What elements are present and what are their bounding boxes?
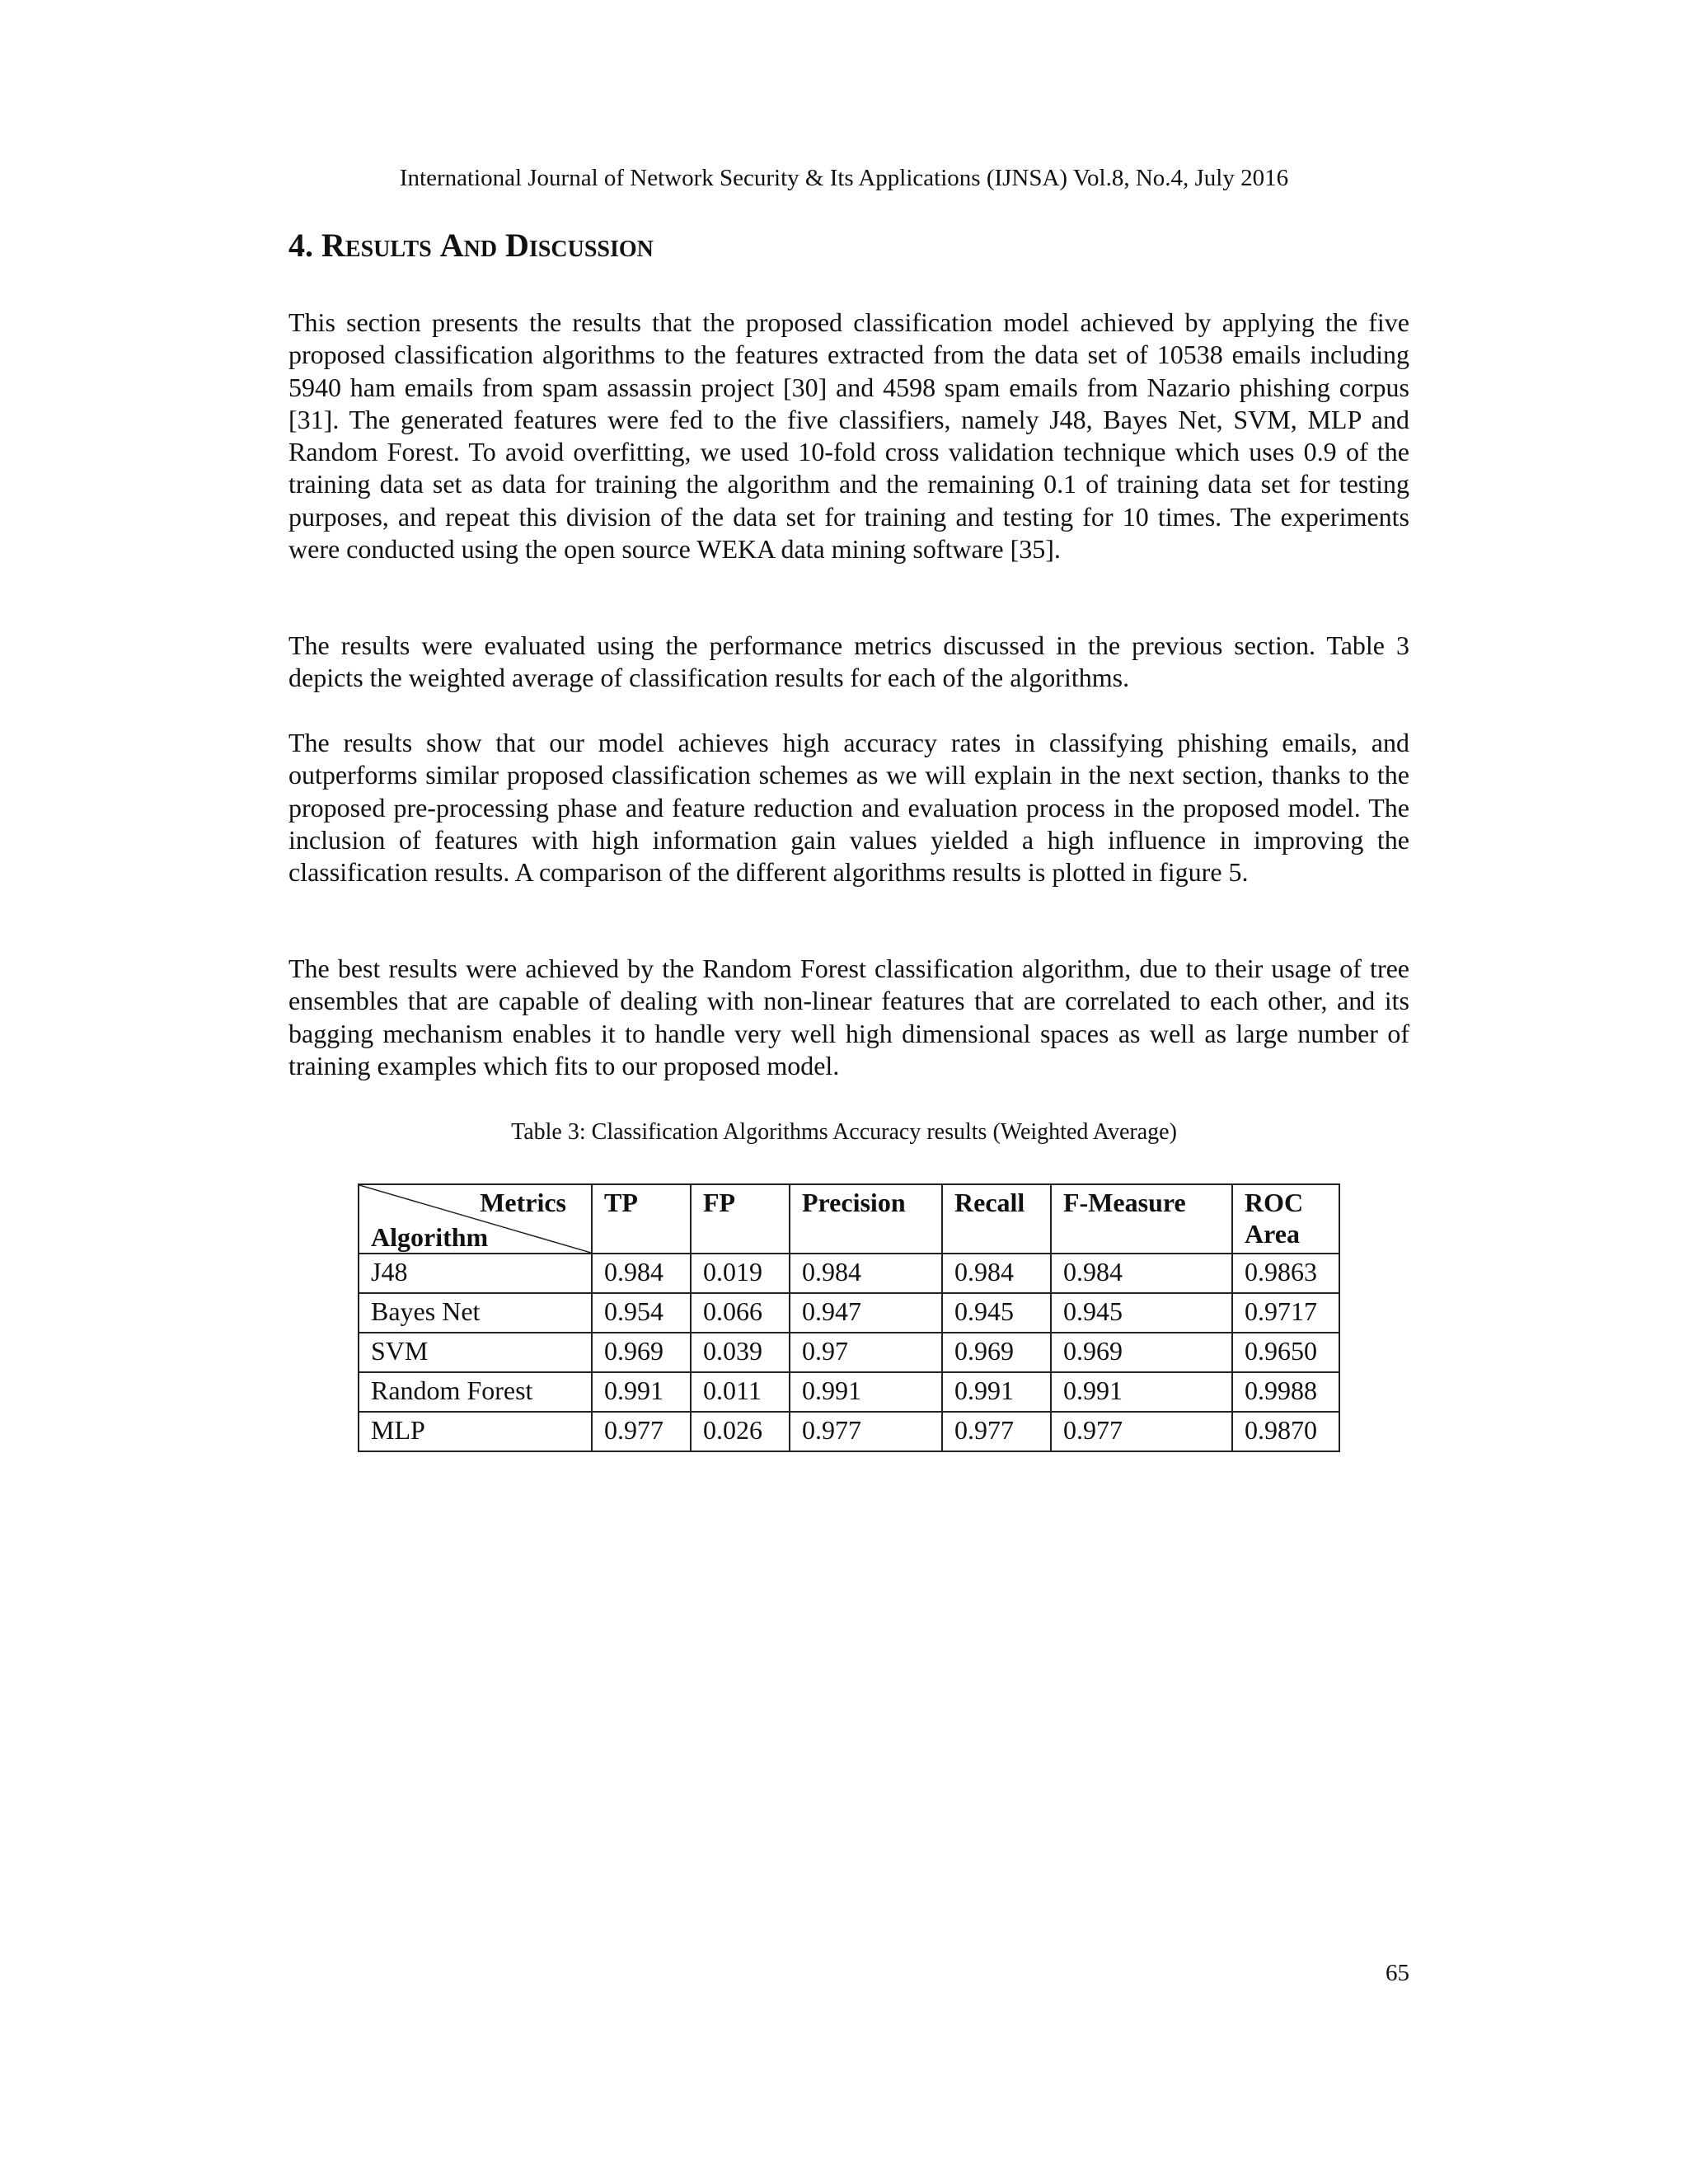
f-measure-cell: 0.991 <box>1051 1372 1232 1412</box>
tp-cell: 0.991 <box>592 1372 691 1412</box>
body-paragraph-2: The results were evaluated using the performance metrics discussed in the previous section. Table 3 depicts the weighted average of classification results for each of the algorithms. <box>288 630 1409 693</box>
recall-cell: 0.945 <box>942 1293 1051 1333</box>
f-measure-cell: 0.945 <box>1051 1293 1232 1333</box>
algorithm-cell: SVM <box>359 1333 592 1372</box>
table-row <box>359 1412 1339 1451</box>
tp-cell: 0.969 <box>592 1333 691 1372</box>
fp-cell: 0.066 <box>691 1293 790 1333</box>
roc-area-cell: 0.9717 <box>1232 1293 1339 1333</box>
corner-header-cell <box>359 1184 592 1254</box>
roc-area-cell: 0.9650 <box>1232 1333 1339 1372</box>
column-header-roc-area: ROC Area <box>1232 1184 1339 1254</box>
table-row <box>359 1293 1339 1333</box>
body-paragraph-3: The results show that our model achieves high accuracy rates in classifying phishing emails, and outperforms similar proposed classification schemes as we will explain in the next section, thanks to the proposed pre-processing phase and feature reduction and evaluation process in the proposed model. The inclusion of features with high information gain values yielded a high influence in improving the classification results. A comparison of the different algorithms results is plotted in figure 5. <box>288 728 1409 888</box>
fp-cell: 0.011 <box>691 1372 790 1412</box>
section-title-word-1: Results <box>321 227 432 264</box>
corner-label-metrics: Metrics <box>480 1188 566 1217</box>
recall-cell: 0.969 <box>942 1333 1051 1372</box>
f-measure-cell: 0.984 <box>1051 1254 1232 1293</box>
precision-cell: 0.977 <box>790 1412 942 1451</box>
section-heading <box>288 223 654 269</box>
recall-cell: 0.991 <box>942 1372 1051 1412</box>
algorithm-cell: Bayes Net <box>359 1293 592 1333</box>
fp-cell: 0.019 <box>691 1254 790 1293</box>
running-header: International Journal of Network Security & Its Applications (IJNSA) Vol.8, No.4, July 2016 <box>399 165 1289 191</box>
roc-area-cell: 0.9863 <box>1232 1254 1339 1293</box>
f-measure-cell: 0.969 <box>1051 1333 1232 1372</box>
table-row <box>359 1254 1339 1293</box>
precision-cell: 0.97 <box>790 1333 942 1372</box>
table-header-row <box>359 1184 1339 1254</box>
f-measure-cell: 0.977 <box>1051 1412 1232 1451</box>
roc-area-cell: 0.9870 <box>1232 1412 1339 1451</box>
recall-cell: 0.984 <box>942 1254 1051 1293</box>
tp-cell: 0.954 <box>592 1293 691 1333</box>
roc-area-cell: 0.9988 <box>1232 1372 1339 1412</box>
tp-cell: 0.977 <box>592 1412 691 1451</box>
algorithm-cell: Random Forest <box>359 1372 592 1412</box>
column-header-precision: Precision <box>790 1184 942 1254</box>
column-header-recall: Recall <box>942 1184 1051 1254</box>
body-paragraph-1: This section presents the results that the proposed classification model achieved by applying the five proposed classification algorithms to the features extracted from the data set of 10538 emails including 5940 ham emails from spam assassin project [30] and 4598 spam emails from Nazario phishing corpus [31]. The generated features were fed to the five classifiers, namely J48, Bayes Net, SVM, MLP and Random Forest. To avoid overfitting, we used 10-fold cross validation technique which uses 0.9 of the training data set as data for training the algorithm and the remaining 0.1 of training data set for testing purposes, and repeat this division of the data set for training and testing for 10 times. The experiments were conducted using the open source WEKA data mining software [35]. <box>288 307 1409 565</box>
page-number: 65 <box>1386 1960 1409 1986</box>
section-title-word-2: And <box>439 227 498 264</box>
section-title-word-3: Discussion <box>505 227 654 264</box>
fp-cell: 0.026 <box>691 1412 790 1451</box>
table-row <box>359 1333 1339 1372</box>
section-number: 4. <box>288 227 313 264</box>
column-header-f-measure: F-Measure <box>1051 1184 1232 1254</box>
results-table <box>358 1183 1340 1452</box>
column-header-tp: TP <box>592 1184 691 1254</box>
corner-label-algorithm: Algorithm <box>371 1222 489 1252</box>
recall-cell: 0.977 <box>942 1412 1051 1451</box>
precision-cell: 0.947 <box>790 1293 942 1333</box>
table-row <box>359 1372 1339 1412</box>
body-paragraph-4: The best results were achieved by the Random Forest classification algorithm, due to their usage of tree ensembles that are capable of dealing with non-linear features that are correlated to each other, and its bagging mechanism enables it to handle very well high dimensional spaces as well as large number of training examples which fits to our proposed model. <box>288 954 1409 1080</box>
column-header-fp: FP <box>691 1184 790 1254</box>
fp-cell: 0.039 <box>691 1333 790 1372</box>
precision-cell: 0.991 <box>790 1372 942 1412</box>
table-caption: Table 3: Classification Algorithms Accuracy results (Weighted Average) <box>511 1119 1177 1145</box>
algorithm-cell: J48 <box>359 1254 592 1293</box>
tp-cell: 0.984 <box>592 1254 691 1293</box>
algorithm-cell: MLP <box>359 1412 592 1451</box>
precision-cell: 0.984 <box>790 1254 942 1293</box>
